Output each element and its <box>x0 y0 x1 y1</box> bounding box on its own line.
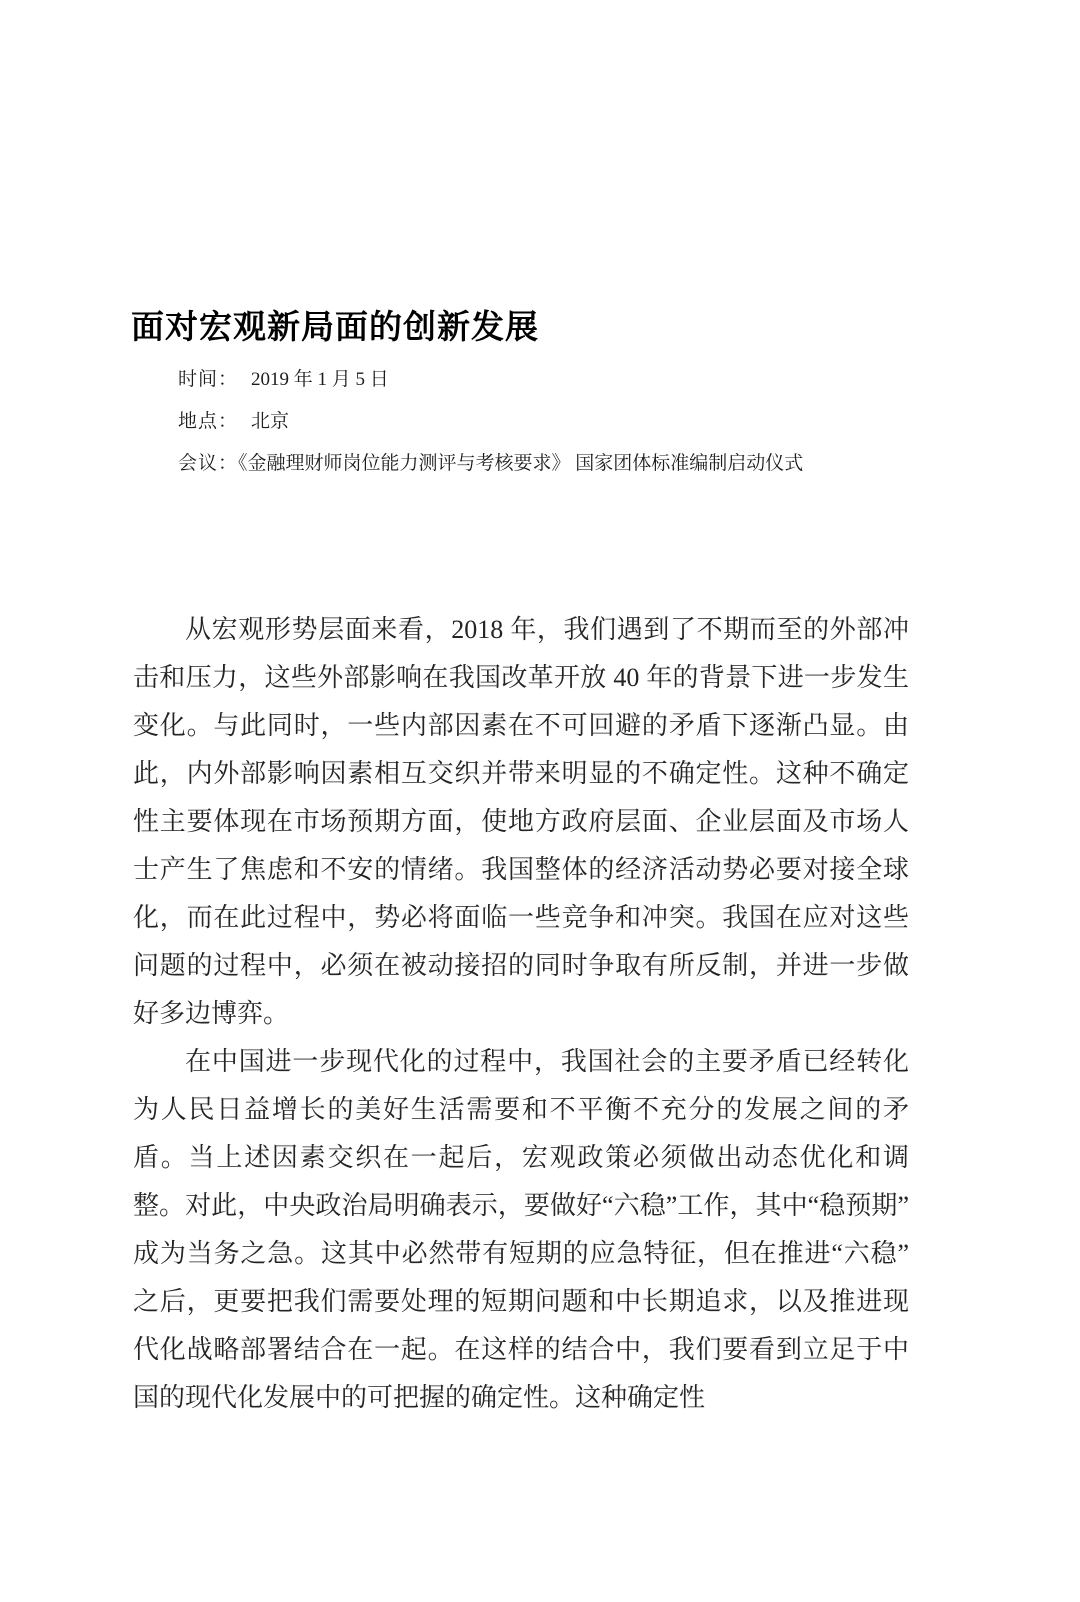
paragraph-2: 在中国进一步现代化的过程中，我国社会的主要矛盾已经转化为人民日益增长的美好生活需要和不平衡不充分的发展之间的矛盾。当上述因素交织在一起后，宏观政策必须做出动态优化和调整。对此，中央政治局明确表示，要做好“六稳”工作，其中“稳预期”成为当务之急。这其中必然带有短期的应急特征，但在推进“六稳”之后，更要把我们需要处理的短期问题和中长期追求，以及推进现代化战略部署结合在一起。在这样的结合中，我们要看到立足于中国的现代化发展中的可把握的确定性。这种确定性 <box>133 1047 909 1412</box>
page-title: 面对宏观新局面的创新发展 <box>131 310 539 347</box>
meta-block <box>178 359 803 485</box>
paragraph-1: 从宏观形势层面来看，2018 年，我们遇到了不期而至的外部冲击和压力，这些外部影响在我国改革开放 40 年的背景下进一步发生变化。与此同时，一些内部因素在不可回避的矛盾下逐渐凸显。由此，内外部影响因素相互交织并带来明显的不确定性。这种不确定性主要体现在市场预期方面，使地方政府层面、企业层面及市场人士产生了焦虑和不安的情绪。我国整体的经济活动势必要对接全球化，而在此过程中，势必将面临一些竞争和冲突。我国在应对这些问题的过程中，必须在被动接招的同时争取有所反制，并进一步做好多边博弈。 <box>133 615 909 1028</box>
meta-row-place <box>178 401 803 443</box>
meta-value-time: 2019 年 1 月 5 日 <box>251 369 389 390</box>
meta-value-meeting: 《金融理财师岗位能力测评与考核要求》 国家团体标准编制启动仪式 <box>238 453 804 474</box>
meta-label-meeting: 会议： <box>178 453 239 474</box>
meta-label-time: 时间： <box>178 369 239 390</box>
meta-row-time <box>178 359 803 401</box>
meta-row-meeting <box>178 443 803 485</box>
meta-label-place: 地点： <box>178 411 239 432</box>
meta-value-place: 北京 <box>251 411 290 432</box>
body-text <box>133 606 909 1422</box>
